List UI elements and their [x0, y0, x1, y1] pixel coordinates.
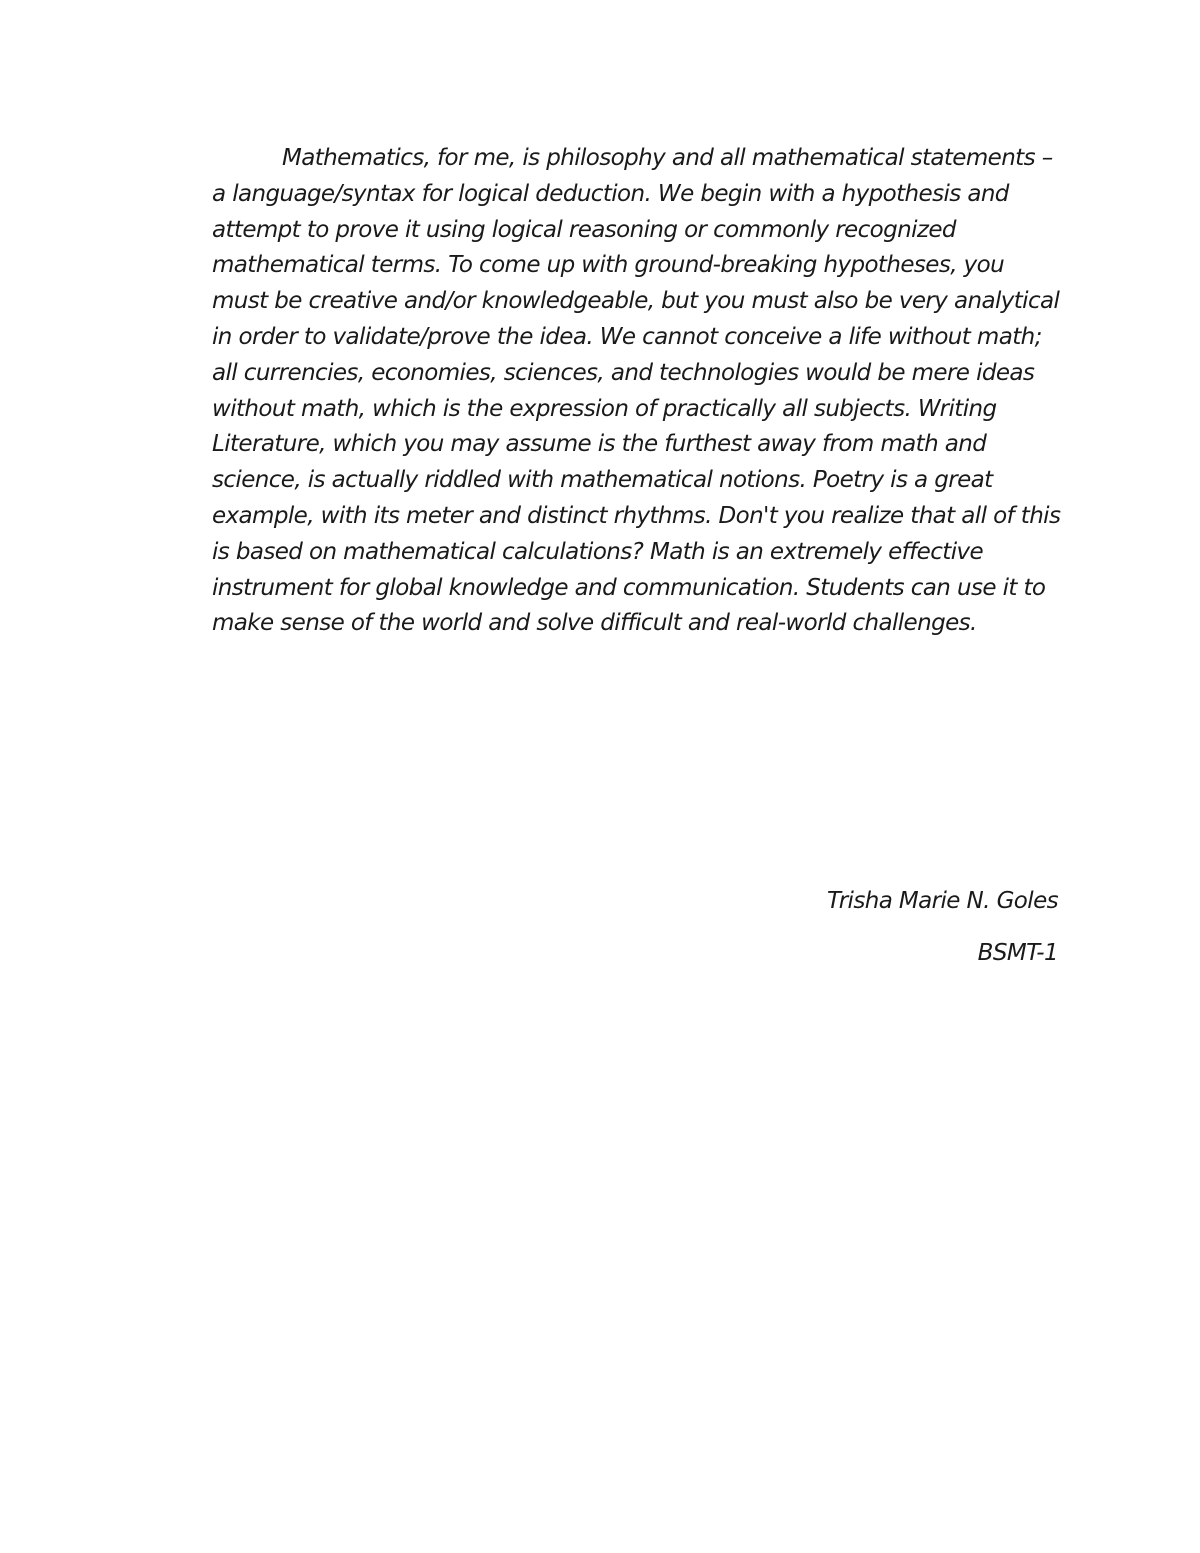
- author-name: Trisha Marie N. Goles: [827, 888, 1058, 914]
- course-label: BSMT-1: [977, 940, 1058, 966]
- essay-paragraph: Mathematics, for me, is philosophy and all mathematical statements – a language/syntax for logical deduction. We begin with a hypothesis and attempt to prove it using logical reasoning or commonly recognized mathematical terms. To come up with ground-breaking hypotheses, you must be creative and/or knowledgeable, but you must also be very analytical in order to validate/prove the idea. We cannot conceive a life without math; all currencies, economies, sciences, and technologies would be mere ideas without math, which is the expression of practically all subjects. Writing Literature, which you may assume is the furthest away from math and science, is actually riddled with mathematical notions. Poetry is a great example, with its meter and distinct rhythms. Don't you realize that all of this is based on mathematical calculations? Math is an extremely effective instrument for global knowledge and communication. Students can use it to make sense of the world and solve difficult and real-world challenges.: [212, 145, 1061, 637]
- signature-block: [658, 884, 1058, 971]
